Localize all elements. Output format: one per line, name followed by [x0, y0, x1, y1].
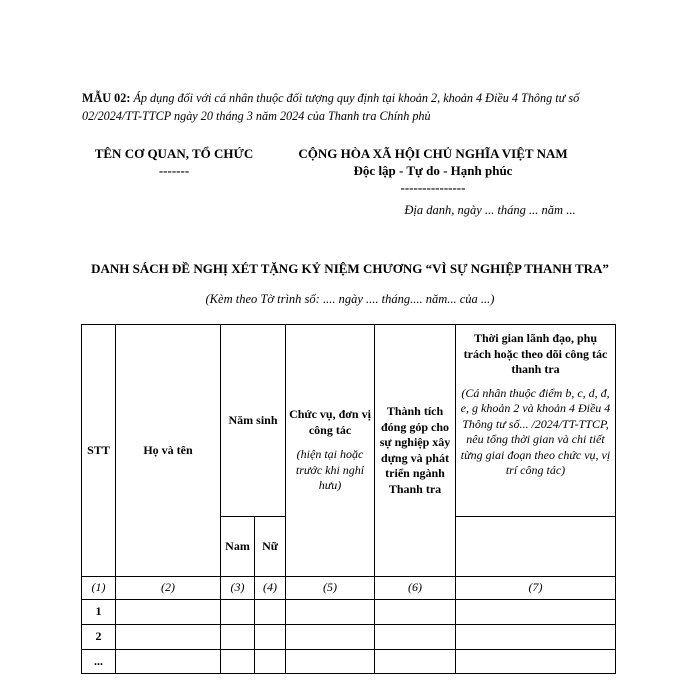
row-number: 2 — [82, 625, 116, 650]
header-time — [456, 325, 616, 517]
col-number: (4) — [255, 577, 286, 600]
header-female: Nữ — [255, 517, 286, 577]
agency-dashes: ------- — [158, 163, 190, 178]
table-cell — [375, 625, 456, 650]
row-number: ... — [82, 650, 116, 674]
header-position-note: (hiện tại hoặc trước khi nghỉ hưu) — [295, 447, 365, 493]
table-cell — [116, 650, 221, 674]
col-number: (6) — [375, 577, 456, 600]
header-male: Nam — [221, 517, 255, 577]
col-number: (5) — [286, 577, 375, 600]
row-number: 1 — [82, 600, 116, 625]
table-cell — [456, 600, 616, 625]
table-cell — [221, 600, 255, 625]
form-note — [82, 89, 622, 125]
table-cell — [116, 625, 221, 650]
nation-name: CỘNG HÒA XÃ HỘI CHỦ NGHĨA VIỆT NAM — [298, 146, 568, 161]
agency-name: TÊN CƠ QUAN, TỔ CHỨC — [94, 146, 254, 161]
form-note-text: Áp dụng đối với cá nhân thuộc đối tượng quy định tại khoản 2, khoản 4 Điều 4 Thông tư số 02/2024/TT-TTCP ngày 20 tháng 3 năm 2024 của Thanh tra Chính phủ — [82, 91, 580, 123]
document-subtitle: (Kèm theo Tờ trình số: .... ngày .... tháng.... năm... của ...) — [205, 292, 495, 306]
col-number: (7) — [456, 577, 616, 600]
nation-dashes: --------------- — [400, 180, 466, 195]
table-cell — [375, 650, 456, 674]
table-cell — [375, 600, 456, 625]
table-cell — [255, 650, 286, 674]
header-time-label: Thời gian lãnh đạo, phụ trách hoặc theo dõi công tác thanh tra — [463, 331, 608, 376]
table-row — [82, 625, 616, 650]
header-name: Họ và tên — [116, 325, 221, 577]
table-cell — [116, 600, 221, 625]
header-stt: STT — [82, 325, 116, 577]
col-number: (2) — [116, 577, 221, 600]
nomination-table — [81, 324, 616, 674]
header-achievement: Thành tích đóng góp cho sự nghiệp xây dựng và phát triển ngành Thanh tra — [375, 325, 456, 577]
table-cell — [221, 650, 255, 674]
header-time-blank — [456, 517, 616, 577]
header-time-note: (Cá nhân thuộc điểm b, c, d, đ, e, g khoản 2 và khoản 4 Điều 4 Thông tư số... /2024/TT-TTCP, nêu tổng thời gian và chi tiết từng giai đoạn theo chức vụ, vị trí công tác) — [460, 385, 611, 477]
header-position-label: Chức vụ, đơn vị công tác — [289, 407, 371, 437]
col-number: (3) — [221, 577, 255, 600]
table-cell — [221, 625, 255, 650]
form-label: MẪU 02: — [82, 91, 131, 105]
table-cell — [456, 625, 616, 650]
header-birth-year: Năm sinh — [221, 325, 286, 517]
table-cell — [286, 650, 375, 674]
table-cell — [456, 650, 616, 674]
table-cell — [255, 600, 286, 625]
table-row — [82, 600, 616, 625]
table-row — [82, 650, 616, 674]
header-position — [286, 325, 375, 577]
nation-motto: Độc lập - Tự do - Hạnh phúc — [353, 163, 513, 178]
document-title: DANH SÁCH ĐỀ NGHỊ XÉT TẶNG KỶ NIỆM CHƯƠNG “VÌ SỰ NGHIỆP THANH TRA” — [91, 261, 609, 276]
header-row — [82, 325, 616, 517]
place-date: Địa danh, ngày ... tháng ... năm ... — [404, 203, 576, 217]
col-number: (1) — [82, 577, 116, 600]
column-number-row — [82, 577, 616, 600]
nation-block — [268, 145, 598, 196]
table-cell — [255, 625, 286, 650]
agency-block — [84, 145, 264, 179]
table-cell — [286, 600, 375, 625]
table-cell — [286, 625, 375, 650]
